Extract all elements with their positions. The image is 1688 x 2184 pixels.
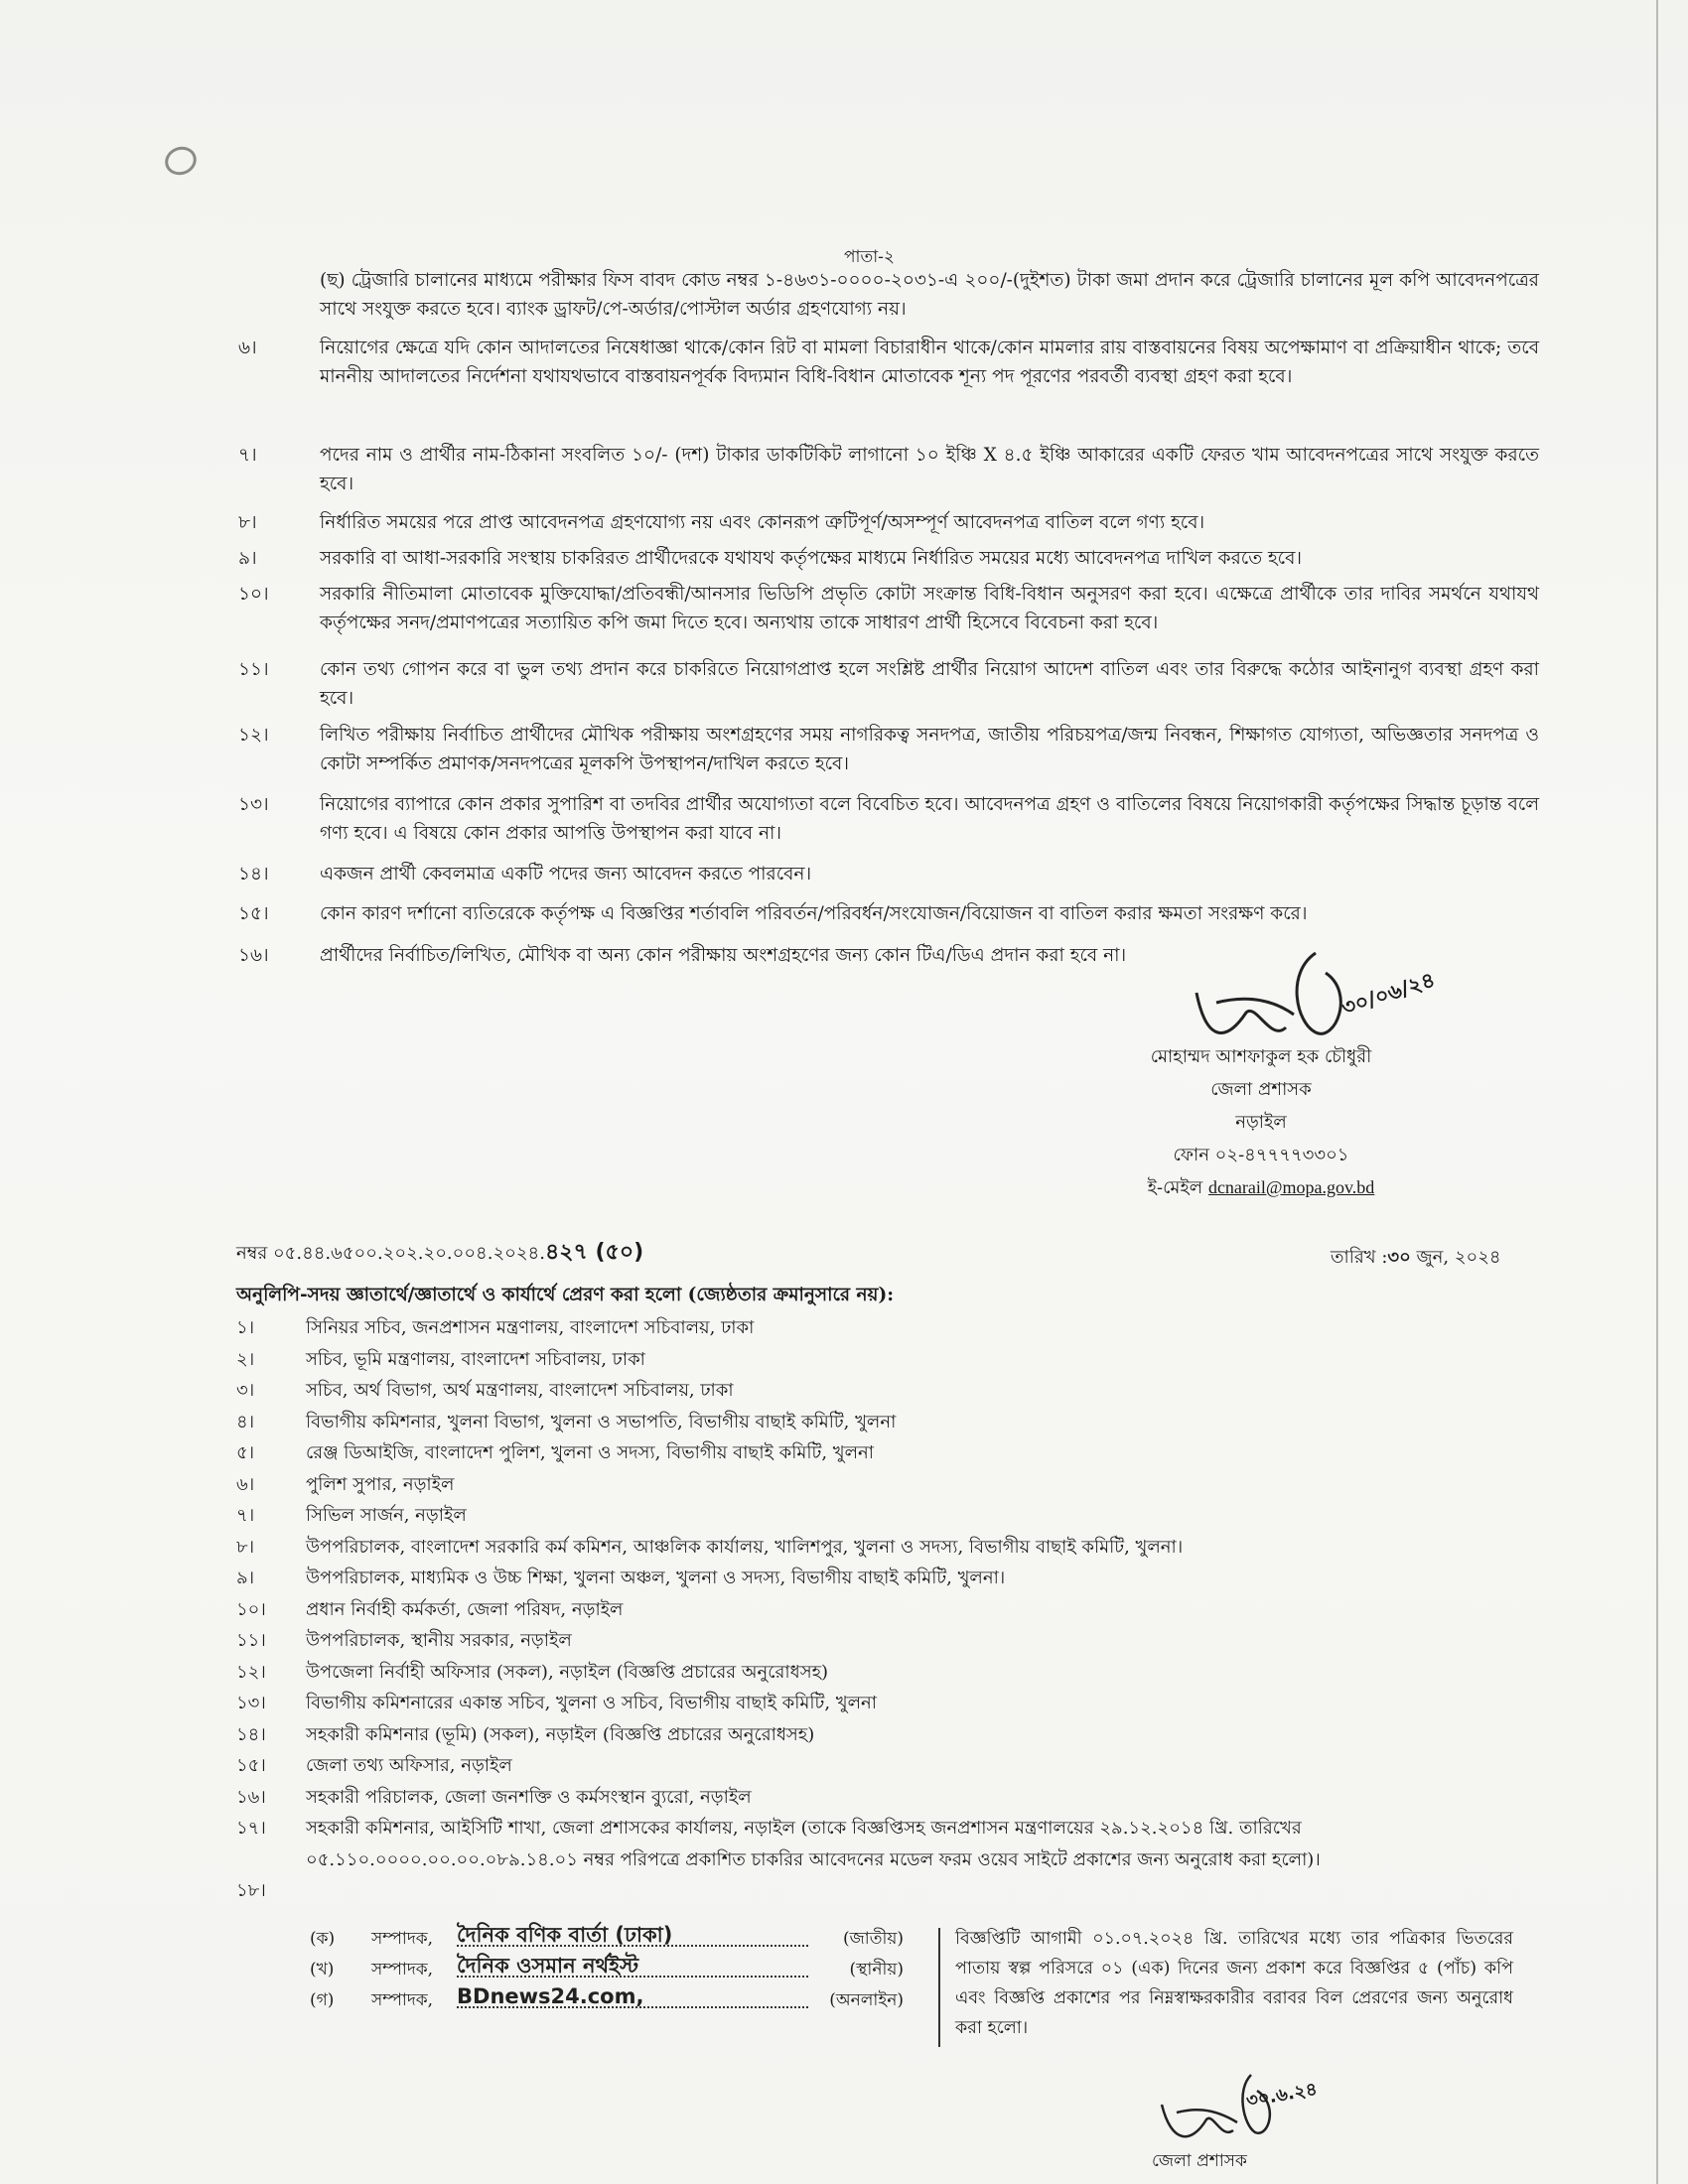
condition-item: [238, 508, 1539, 537]
copy-item-text: বিভাগীয় কমিশনারের একান্ত সচিব, খুলনা ও সচিব, বিভাগীয় বাছাই কমিটি, খুলনা: [306, 1693, 877, 1713]
copy-item-number: ২।: [236, 1348, 255, 1370]
copy-item-number: ১৬।: [236, 1786, 266, 1808]
date-label: তারিখ :: [1331, 1247, 1388, 1268]
copy-item-number: ৩।: [236, 1380, 255, 1401]
date-rest: জুন, ২০২৪: [1410, 1247, 1501, 1268]
copy-item-text: পুলিশ সুপার, নড়াইল: [306, 1473, 455, 1495]
copy-item-number: ৮।: [236, 1536, 255, 1558]
copy-list-item: [236, 1719, 1547, 1751]
copy-item-number: ৭।: [236, 1505, 255, 1526]
copy-item-number: ১১।: [236, 1630, 266, 1651]
publication-notice: বিজ্ঞপ্তিটি আগামী ০১.০৭.২০২৪ খ্রি. তারিখের মধ্যে তার পত্রিকার ভিতরের পাতায় স্বল্প পরিসরে ০১ (এক) দিনের জন্য প্রকাশ করে বিজ্ঞপ্তির ৫ (পাঁচ) কপি এবং বিজ্ঞপ্তি প্রকাশের পর নিম্নস্বাক্ষরকারীর বরাবর বিল প্রেরণের জন্য অনুরোধ করা হলো।: [955, 1929, 1513, 2038]
copy-list-item: [236, 1344, 1547, 1376]
condition-number: ১৬।: [238, 945, 269, 966]
copy-list-item: [236, 1375, 1547, 1407]
memo-number-prefix: নম্বর ০৫.৪৪.৬৫০০.২০২.২০.০০৪.২০২৪.: [236, 1243, 545, 1264]
condition-text: সরকারি নীতিমালা মোতাবেক মুক্তিযোদ্ধা/প্রতিবন্ধী/আনসার ভিডিপি প্রভৃতি কোটা সংক্রান্ত বিধি-বিধান অনুসরণ করা হবে। এক্ষেত্রে প্রার্থীকে তার দাবির সমর্থনে যথাযথ কর্তৃপক্ষের সনদ/প্রমাণপত্রের সত্যায়িত কপি জমা দিতে হবে। অন্যথায় তাকে সাধারণ প্রার্থী হিসেবে বিবেচনা করা হবে।: [320, 584, 1539, 633]
bottom-signatory-designation: জেলা প্রশাসক: [1152, 2151, 1247, 2171]
memo-number: [236, 1235, 643, 1272]
copy-item-text: জেলা তথ্য অফিসার, নড়াইল: [306, 1755, 512, 1776]
condition-number: ৮।: [238, 512, 257, 533]
condition-item: [238, 441, 1539, 498]
signatory-email: dcnarail@mopa.gov.bd: [1207, 1177, 1375, 1197]
signatory-email-line: [1072, 1171, 1450, 1204]
editor-label: সম্পাদক,: [371, 1929, 434, 1949]
copy-item-text: সহকারী পরিচালক, জেলা জনশক্তি ও কর্মসংস্থান ব্যুরো, নড়াইল: [306, 1786, 752, 1808]
copy-item-number: ১৩।: [236, 1693, 266, 1713]
condition-item: [238, 860, 1539, 888]
editor-category: (অনলাইন): [829, 1990, 904, 2010]
condition-item: [238, 790, 1539, 848]
copy-list-item: [236, 1469, 1547, 1501]
editor-key: (গ): [310, 1990, 335, 2010]
editor-key: (খ): [310, 1960, 335, 1979]
copy-list-item: [236, 1750, 1547, 1782]
signatory-designation: জেলা প্রশাসক: [1210, 1079, 1312, 1100]
copy-item-text: সহকারী কমিশনার, আইসিটি শাখা, জেলা প্রশাসকের কার্যালয়, নড়াইল (তাকে বিজ্ঞপ্তিসহ জনপ্রশাসন মন্ত্রণালয়ের ২৯.১২.২০১৪ খ্রি. তারিখের ০৫.১১০.০০০০.০০.০০.০৮৯.১৪.০১ নম্বর পরিপত্রে প্রকাশিত চাকরির আবেদনের মডেল ফরম ওয়েব সাইটে প্রকাশের জন্য অনুরোধ করা হলো)।: [306, 1818, 1321, 1870]
editor-label: সম্পাদক,: [371, 1990, 434, 2010]
copy-list-item: [236, 1594, 1547, 1626]
condition-number: ১৪।: [238, 864, 269, 885]
copy-list-item: [236, 1875, 1547, 1907]
memo-date: [1331, 1243, 1501, 1274]
editor-handwritten-name: BDnews24.com,: [457, 1984, 644, 2008]
copy-list-item: [236, 1625, 1547, 1657]
copy-list-item: [236, 1407, 1547, 1438]
copy-list-item: [236, 1532, 1547, 1564]
copy-item-number: ১০।: [236, 1598, 266, 1620]
copy-item-number: ১৮।: [236, 1880, 266, 1901]
editor-handwritten-name: দৈনিক ওসমান নর্থইস্ট: [457, 1954, 639, 1978]
copy-item-text: রেঞ্জ ডিআইজি, বাংলাদেশ পুলিশ, খুলনা ও সদস্য, বিভাগীয় বাছাই কমিটি, খুলনা: [306, 1442, 874, 1463]
condition-number: ১৩।: [238, 794, 269, 815]
editor-row: [308, 1985, 904, 2016]
copy-item-number: ১৫।: [236, 1755, 266, 1776]
condition-text: কোন কারণ দর্শানো ব্যতিরেকে কর্তৃপক্ষ এ বিজ্ঞপ্তির শর্তাবলি পরিবর্তন/পরিবর্ধন/সংযোজন/বিয়োজন বা বাতিল করার ক্ষমতা সংরক্ষণ করে।: [320, 903, 1308, 924]
condition-text: লিখিত পরীক্ষায় নির্বাচিত প্রার্থীদের মৌখিক পরীক্ষায় অংশগ্রহণের সময় নাগরিকত্ব সনদপত্র, জাতীয় পরিচয়পত্র/জন্ম নিবন্ধন, শিক্ষাগত যোগ্যতা, অভিজ্ঞতার সনদপত্র ও কোটা সম্পর্কিত প্রমাণক/সনদপত্রের মূলকপি উপস্থাপন/দাখিল করতে হবে।: [320, 725, 1539, 774]
editors-list: [308, 1924, 904, 2016]
signatory-phone: ফোন ০২-৪৭৭৭৭৩৩০১: [1173, 1145, 1349, 1165]
condition-item-cha: (ছ) ট্রেজারি চালানের মাধ্যমে পরীক্ষার ফিস বাবদ কোড নম্বর ১-৪৬৩১-০০০০-২০৩১-এ ২০০/-(দুইশত) টাকা জমা প্রদান করে ট্রেজারি চালানের মূল কপি আবেদনপত্রের সাথে সংযুক্ত করতে হবে। ব্যাংক ড্রাফট/পে-অর্ডার/পোস্টাল অর্ডার গ্রহণযোগ্য নয়।: [320, 270, 1539, 320]
copy-heading: অনুলিপি-সদয় জ্ঞাতার্থে/জ্ঞাতার্থে ও কার্যার্থে প্রেরণ করা হলো (জ্যেষ্ঠতার ক্রমানুসারে নয়):: [236, 1285, 895, 1305]
copy-item-text: সচিব, ভূমি মন্ত্রণালয়, বাংলাদেশ সচিবালয়, ঢাকা: [306, 1348, 645, 1370]
signatory-name: মোহাম্মদ আশফাকুল হক চৌধুরী: [1150, 1046, 1372, 1067]
date-day: ৩০: [1387, 1247, 1411, 1268]
condition-text: পদের নাম ও প্রার্থীর নাম-ঠিকানা সংবলিত ১০/- (দশ) টাকার ডাকটিকিট লাগানো ১০ ইঞ্চি X ৪.৫ ইঞ্চি আকারের একটি ফেরত খাম আবেদনপত্রের সাথে সংযুক্ত করতে হবে।: [320, 445, 1539, 494]
copy-item-number: ৫।: [236, 1442, 255, 1463]
condition-number: ৬।: [238, 338, 257, 358]
scan-edge-line: [1656, 0, 1658, 2184]
condition-item: [238, 580, 1539, 637]
punch-hole: [161, 142, 201, 179]
condition-number: ৭।: [238, 445, 257, 466]
copy-item-number: ১২।: [236, 1661, 266, 1683]
copy-item-number: ৪।: [236, 1411, 255, 1433]
vertical-divider: [938, 1928, 940, 2047]
copy-item-number: ১৭।: [236, 1818, 266, 1839]
condition-item: [238, 899, 1539, 928]
copy-list-item: [236, 1657, 1547, 1689]
signatory-district: নড়াইল: [1235, 1112, 1287, 1133]
condition-text: একজন প্রার্থী কেবলমাত্র একটি পদের জন্য আবেদন করতে পারবেন।: [320, 864, 812, 885]
condition-item: [238, 655, 1539, 713]
memo-number-handwritten: ৪২৭ (৫০): [544, 1240, 644, 1265]
condition-text: নিয়োগের ক্ষেত্রে যদি কোন আদালতের নিষেধাজ্ঞা থাকে/কোন রিট বা মামলা বিচারাধীন থাকে/কোন মামলার রায় বাস্তবায়নের বিষয় অপেক্ষামাণ বা প্রক্রিয়াধীন থাকে; তবে মাননীয় আদালতের নির্দেশনা যথাযথভাবে বাস্তবায়নপূর্বক বিদ্যমান বিধি-বিধান মোতাবেক শূন্য পদ পূরণের পরবর্তী ব্যবস্থা গ্রহণ করা হবে।: [320, 338, 1539, 387]
copy-item-text: উপজেলা নির্বাহী অফিসার (সকল), নড়াইল (বিজ্ঞপ্তি প্রচারের অনুরোধসহ): [306, 1661, 829, 1683]
copy-list-item: [236, 1688, 1547, 1719]
condition-number: ৯।: [238, 548, 257, 569]
copy-item-text: প্রধান নির্বাহী কর্মকর্তা, জেলা পরিষদ, নড়াইল: [306, 1598, 624, 1620]
copy-list-item: [236, 1563, 1547, 1594]
copy-item-number: ১৪।: [236, 1723, 266, 1745]
copy-item-text: উপপরিচালক, বাংলাদেশ সরকারি কর্ম কমিশন, আঞ্চলিক কার্যালয়, খালিশপুর, খুলনা ও সদস্য, বিভাগীয় বাছাই কমিটি, খুলনা।: [306, 1536, 1184, 1558]
email-label: ই-মেইল: [1147, 1177, 1203, 1198]
condition-item: [238, 721, 1539, 778]
editor-label: সম্পাদক,: [371, 1960, 434, 1979]
copy-item-number: ১।: [236, 1317, 255, 1338]
copy-list-item: [236, 1782, 1547, 1814]
condition-text: নিয়োগের ব্যাপারে কোন প্রকার সুপারিশ বা তদবির প্রার্থীর অযোগ্যতা বলে বিবেচিত হবে। আবেদনপত্র গ্রহণ ও বাতিলের বিষয়ে নিয়োগকারী কর্তৃপক্ষের সিদ্ধান্ত চূড়ান্ত বলে গণ্য হবে। এ বিষয়ে কোন প্রকার আপত্তি উপস্থাপন করা যাবে না।: [320, 794, 1539, 844]
copy-list: [236, 1312, 1547, 1907]
copy-item-text: [306, 1875, 1547, 1907]
bottom-signature-date: ৩০.৬.২৪: [1244, 2078, 1320, 2113]
copy-item-text: সিনিয়র সচিব, জনপ্রশাসন মন্ত্রণালয়, বাংলাদেশ সচিবালয়, ঢাকা: [306, 1317, 755, 1338]
condition-number: ১০।: [238, 584, 269, 605]
editor-category: (জাতীয়): [842, 1929, 904, 1949]
copy-item-text: বিভাগীয় কমিশনার, খুলনা বিভাগ, খুলনা ও সভাপতি, বিভাগীয় বাছাই কমিটি, খুলনা: [306, 1411, 897, 1433]
copy-item-text: সহকারী কমিশনার (ভূমি) (সকল), নড়াইল (বিজ্ঞপ্তি প্রচারের অনুরোধসহ): [306, 1723, 815, 1745]
copy-item-text: সচিব, অর্থ বিভাগ, অর্থ মন্ত্রণালয়, বাংলাদেশ সচিবালয়, ঢাকা: [306, 1380, 734, 1401]
editor-key: (ক): [310, 1929, 336, 1949]
copy-list-item: [236, 1437, 1547, 1469]
condition-number: ১২।: [238, 725, 269, 746]
condition-item: [238, 334, 1539, 391]
editor-category: (স্থানীয়): [849, 1960, 904, 1979]
editor-handwritten-name: দৈনিক বণিক বার্তা (ঢাকা): [457, 1923, 673, 1947]
copy-list-item: [236, 1312, 1547, 1344]
copy-list-item: [236, 1500, 1547, 1532]
copy-item-text: উপপরিচালক, স্থানীয় সরকার, নড়াইল: [306, 1630, 572, 1651]
copy-list-item: [236, 1813, 1547, 1875]
condition-text: নির্ধারিত সময়ের পরে প্রাপ্ত আবেদনপত্র গ্রহণযোগ্য নয় এবং কোনরূপ ত্রুটিপূর্ণ/অসম্পূর্ণ আবেদনপত্র বাতিল বলে গণ্য হবে।: [320, 512, 1205, 533]
signature-date: ৩০/০৬/২৪: [1338, 967, 1439, 1021]
condition-number: ১৫।: [238, 903, 269, 924]
condition-number: ১১।: [238, 659, 269, 680]
condition-text: প্রার্থীদের নির্বাচিত/লিখিত, মৌখিক বা অন্য কোন পরীক্ষায় অংশগ্রহণের জন্য কোন টিএ/ডিএ প্রদান করা হবে না।: [320, 945, 1127, 966]
condition-text: সরকারি বা আধা-সরকারি সংস্থায় চাকরিরত প্রার্থীদেরকে যথাযথ কর্তৃপক্ষের মাধ্যমে নির্ধারিত সময়ের মধ্যে আবেদনপত্র দাখিল করতে হবে।: [320, 548, 1303, 569]
signatory-block: [1072, 1040, 1450, 1204]
page-number: পাতা-২: [844, 247, 895, 267]
condition-text: কোন তথ্য গোপন করে বা ভুল তথ্য প্রদান করে চাকরিতে নিয়োগপ্রাপ্ত হলে সংশ্লিষ্ট প্রার্থীর নিয়োগ আদেশ বাতিল এবং তার বিরুদ্ধে কঠোর আইনানুগ ব্যবস্থা গ্রহণ করা হবে।: [320, 659, 1539, 709]
copy-item-number: ৬।: [236, 1473, 255, 1495]
copy-item-number: ৯।: [236, 1568, 255, 1588]
copy-item-text: উপপরিচালক, মাধ্যমিক ও উচ্চ শিক্ষা, খুলনা অঞ্চল, খুলনা ও সদস্য, বিভাগীয় বাছাই কমিটি, খুলনা।: [306, 1568, 1006, 1588]
condition-item: [238, 544, 1539, 573]
copy-item-text: সিভিল সার্জন, নড়াইল: [306, 1505, 467, 1526]
